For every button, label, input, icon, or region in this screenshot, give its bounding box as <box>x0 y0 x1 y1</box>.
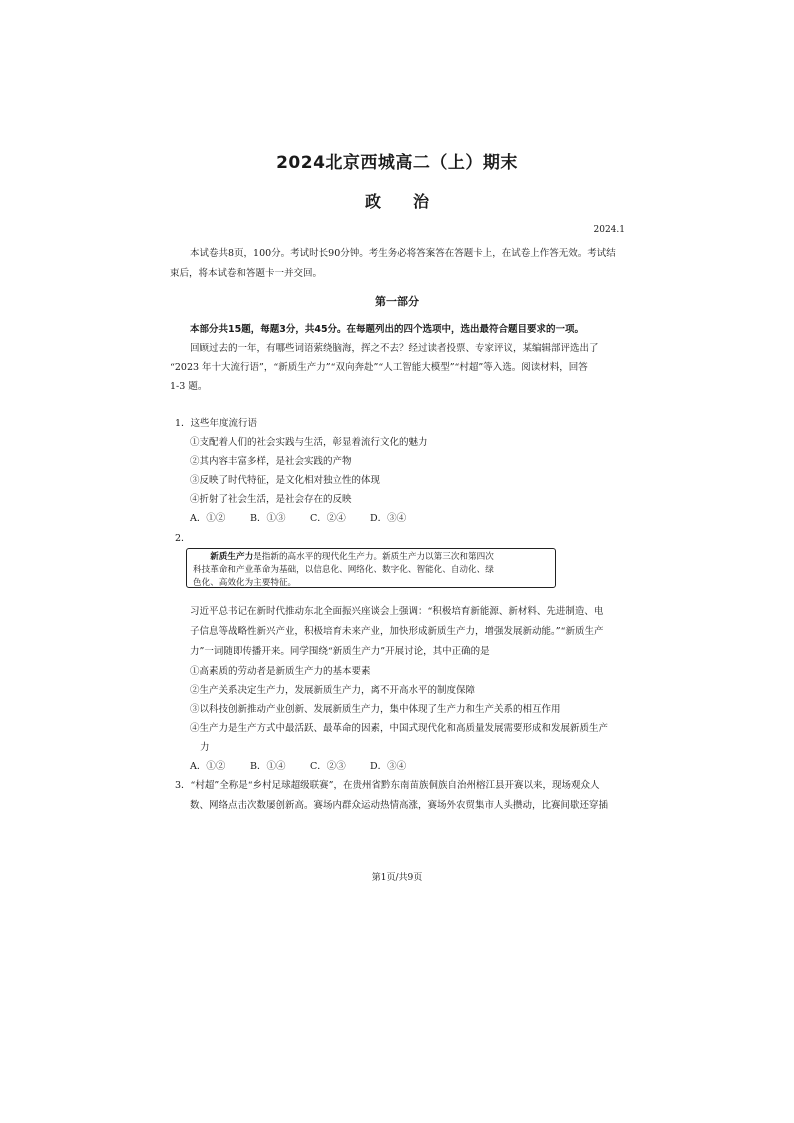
material-line-3: 1-3 题。 <box>170 381 208 392</box>
q1-option-c: C．②④ <box>310 513 346 524</box>
exam-date: 2024.1 <box>593 225 625 235</box>
q2-statement-1: ①高素质的劳动者是新质生产力的基本要素 <box>190 666 371 677</box>
q1-statement-4: ④折射了社会生活，是社会存在的反映 <box>190 494 352 505</box>
material-line-1: 回顾过去的一年，有哪些词语萦绕脑海，挥之不去？经过读者投票、专家评议，某编辑部评选出了 <box>190 343 599 354</box>
q1-statement-1: ①支配着人们的社会实践与生活，彰显着流行文化的魅力 <box>190 437 428 448</box>
q1-stem: 1．这些年度流行语 <box>175 418 258 429</box>
q2-box-line-3: 色化、高效化为主要特征。 <box>193 578 297 588</box>
q2-box-line-2: 科技革命和产业革命为基础，以信息化、网络化、数字化、智能化、自动化、绿 <box>193 565 494 575</box>
q3-line-1: 3．“村超”全称是“乡村足球超级联赛”，在贵州省黔东南苗族侗族自治州榕江县开赛以来，现场观众人 <box>175 780 600 791</box>
q2-statement-4: ④生产力是生产方式中最活跃、最革命的因素，中国式现代化和高质量发展需要形成和发展新质生产 <box>190 723 609 734</box>
instructions-line-2: 束后，将本试卷和答题卡一并交回。 <box>170 268 323 279</box>
q2-statement-3: ③以科技创新推动产业创新、发展新质生产力，集中体现了生产力和生产关系的相互作用 <box>190 704 561 715</box>
q2-box-line-1 <box>193 551 549 564</box>
part-intro: 本部分共15题，每题3分，共45分。在每题列出的四个选项中，选出最符合题目要求的一项。 <box>190 324 585 335</box>
exam-subject: 政 治 <box>364 192 429 211</box>
exam-title: 2024北京西城高二（上）期末 <box>276 153 518 173</box>
q2-option-a: A．①② <box>190 761 226 772</box>
q1-option-d: D．③④ <box>370 513 407 524</box>
q2-number: 2． <box>175 533 191 544</box>
q3-line-2: 数、网络点击次数屡创新高。赛场内群众运动热情高涨，赛场外农贸集市人头攒动，比赛间歇还穿插 <box>190 800 609 811</box>
q2-option-c: C．②③ <box>310 761 346 772</box>
page-footer: 第1页/共9页 <box>371 873 423 883</box>
q2-option-b: B．①④ <box>250 761 286 772</box>
part-heading: 第一部分 <box>375 295 419 308</box>
q1-statement-3: ③反映了时代特征，是文化相对独立性的体现 <box>190 475 381 486</box>
q2-box-term: 新质生产力 <box>210 552 254 562</box>
q2-text-line-1: 习近平总书记在新时代推动东北全面振兴座谈会上强调：“积极培育新能源、新材料、先进制造、电 <box>190 606 604 617</box>
q2-box-line-1-rest: 是指新的高水平的现代化生产力。新质生产力以第三次和第四次 <box>253 552 494 562</box>
q2-text-line-3: 力”一词随即传播开来。同学围绕“新质生产力”开展讨论，其中正确的是 <box>190 646 490 657</box>
q2-definition-box <box>186 548 556 588</box>
material-line-2: “2023 年十大流行语”，“新质生产力”“双向奔赴”“人工智能大模型”“村超”等入选。阅读材料，回答 <box>170 362 588 373</box>
q1-option-a: A．①② <box>190 513 226 524</box>
q2-text-line-2: 子信息等战略性新兴产业，积极培育未来产业，加快形成新质生产力，增强发展新动能。”“新质生产 <box>190 626 604 637</box>
q2-statement-4-cont: 力 <box>200 742 210 753</box>
q1-statement-2: ②其内容丰富多样，是社会实践的产物 <box>190 456 352 467</box>
instructions-line-1: 本试卷共8页，100分。考试时长90分钟。考生务必将答案答在答题卡上，在试卷上作答无效。考试结 <box>190 248 616 259</box>
q1-option-b: B．①③ <box>250 513 286 524</box>
q2-option-d: D．③④ <box>370 761 407 772</box>
q2-statement-2: ②生产关系决定生产力，发展新质生产力，离不开高水平的制度保障 <box>190 685 476 696</box>
